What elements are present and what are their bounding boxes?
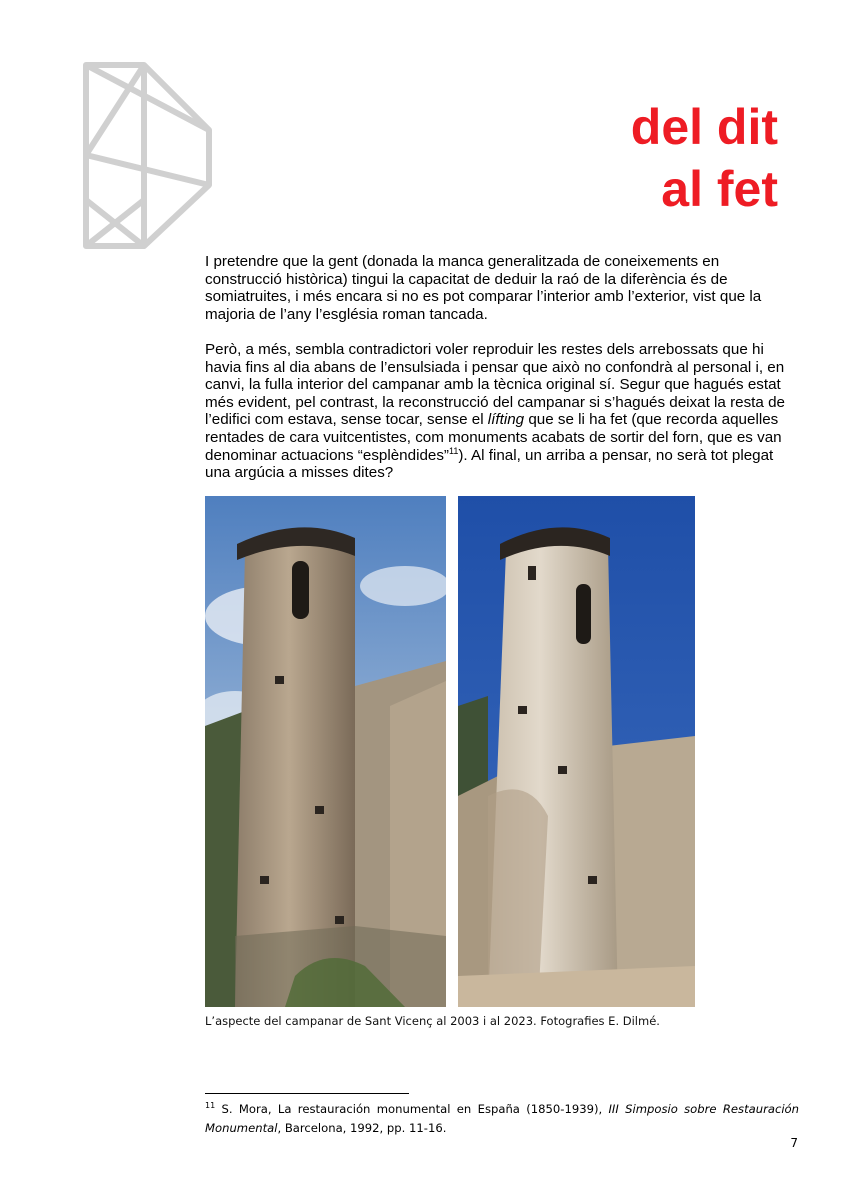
footnote: [205, 1100, 799, 1138]
figure-caption: L’aspecte del campanar de Sant Vicenç al 2003 i al 2023. Fotografies E. Dilmé.: [205, 1014, 660, 1028]
footnote-reference[interactable]: 11: [449, 445, 459, 456]
page-number: 7: [790, 1136, 798, 1150]
footnote-divider: [205, 1093, 409, 1094]
title-line-1: del dit: [630, 99, 778, 155]
footnote-italic: III Simposio sobre Restauración Monumental: [205, 1102, 799, 1135]
title-line-2: al fet: [661, 161, 778, 217]
paragraph-2-text-c: ). Al final, un arriba a pensar, no serà tot plegat una argúcia a misses dites?: [205, 446, 774, 482]
footnote-number: 11: [205, 1101, 216, 1111]
bell-tower-photo-2023: [458, 496, 695, 1007]
page-title: [631, 96, 778, 220]
paragraph-2-text-a: Però, a més, sembla contradictori voler reproduir les restes dels arrebossats que hi havia fins al dia abans de l’ensulsiada i pensar que això no confondrà al personal i, en canvi, la fulla interior del campanar amb la tècnica original sí. Segur que hagués estat més evident, pel contrast, la reconstrucció del campanar si s’hagués deixat la resta de l’edifici com estava, sense tocar, sense el: [205, 340, 785, 429]
bell-tower-photo-2003: [205, 496, 446, 1007]
footnote-text-a: S. Mora, La restauración monumental en España (1850-1939),: [215, 1102, 609, 1116]
paragraph-1: I pretendre que la gent (donada la manca generalitzada de coneixements en construcció històrica) tingui la capacitat de deduir la raó de la diferència és de somiatruites, i més encara si no es pot comparar l’interior amb l’exterior, vist que la majoria de l’any l’església roman tancada.: [205, 253, 762, 323]
footnote-text-b: , Barcelona, 1992, pp. 11-16.: [277, 1121, 447, 1135]
paragraph-2-italic: lífting: [487, 411, 525, 429]
paragraph-2: [205, 341, 799, 482]
faceted-d-logo-icon: [82, 60, 214, 250]
paragraph-2-text-b: que se li ha fet (que recorda aquelles rentades de cara vuitcentistes, com monuments acabats de sortir del forn, que es van denominar actuacions “esplèndides”: [205, 411, 782, 464]
body-text: [205, 253, 799, 482]
